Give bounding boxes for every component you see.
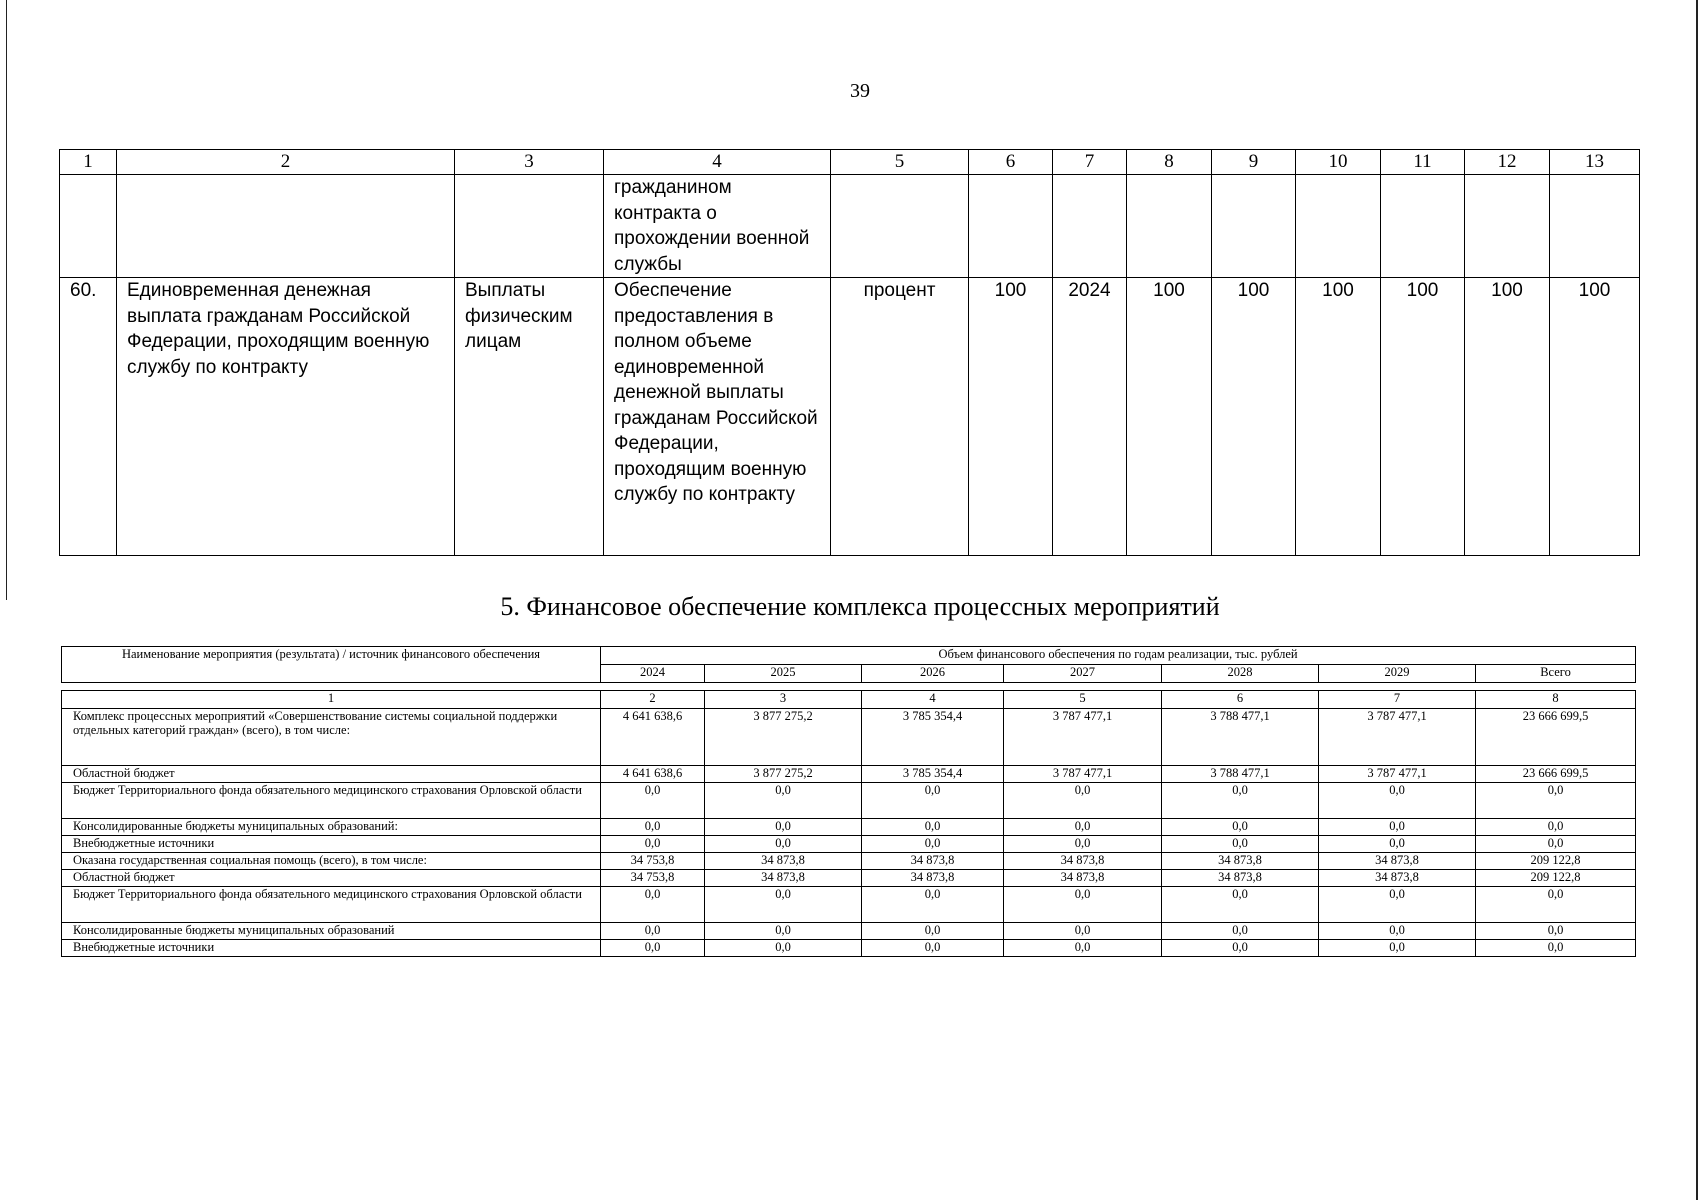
column-number-3: 3 xyxy=(455,150,604,175)
value-cell: 34 873,8 xyxy=(705,853,862,870)
value-cell: 0,0 xyxy=(601,783,705,819)
value-cell: 3 787 477,1 xyxy=(1004,709,1162,766)
value-cell: 34 873,8 xyxy=(1004,870,1162,887)
finance-volume-header: Объем финансового обеспечения по годам реализации, тыс. рублей xyxy=(601,647,1636,665)
value-cell: 34 873,8 xyxy=(1319,853,1476,870)
table-cell xyxy=(117,175,455,278)
table-cell: 2024 xyxy=(1053,278,1127,556)
row-name: Внебюджетные источники xyxy=(62,836,601,853)
value-cell: 34 753,8 xyxy=(601,853,705,870)
value-cell: 0,0 xyxy=(705,783,862,819)
value-cell: 0,0 xyxy=(1162,836,1319,853)
value-cell: 0,0 xyxy=(862,940,1004,957)
year-header: 2028 xyxy=(1162,665,1319,683)
value-cell: 0,0 xyxy=(705,887,862,923)
table-cell: 100 xyxy=(1381,278,1465,556)
value-cell: 3 788 477,1 xyxy=(1162,709,1319,766)
value-cell: 0,0 xyxy=(862,836,1004,853)
table-cell xyxy=(1053,175,1127,278)
value-cell: 0,0 xyxy=(862,819,1004,836)
value-cell: 34 753,8 xyxy=(601,870,705,887)
row-name: Комплекс процессных мероприятий «Совершенствование системы социальной поддержки отдельных категорий граждан» (всего), в том числе: xyxy=(62,709,601,766)
column-number: 8 xyxy=(1476,691,1636,709)
column-number: 2 xyxy=(601,691,705,709)
finance-column-numbers xyxy=(62,691,1636,709)
year-header: Всего xyxy=(1476,665,1636,683)
row-name: Оказана государственная социальная помощь (всего), в том числе: xyxy=(62,853,601,870)
table-cell xyxy=(831,175,969,278)
table-row xyxy=(62,923,1636,940)
table-cell: процент xyxy=(831,278,969,556)
section-title: 5. Финансовое обеспечение комплекса процессных мероприятий xyxy=(500,592,1220,621)
column-number-10: 10 xyxy=(1296,150,1381,175)
table-cell xyxy=(1296,175,1381,278)
value-cell: 0,0 xyxy=(1476,923,1636,940)
table-cell xyxy=(1127,175,1212,278)
table-cell: 60. xyxy=(60,278,117,556)
table-cell: 100 xyxy=(1550,278,1640,556)
table-cell xyxy=(455,175,604,278)
activity-table-column-numbers xyxy=(60,150,1640,175)
value-cell: 0,0 xyxy=(1162,819,1319,836)
table-cell: 100 xyxy=(1465,278,1550,556)
table-cell: 100 xyxy=(1212,278,1296,556)
column-number: 5 xyxy=(1004,691,1162,709)
value-cell: 0,0 xyxy=(1476,783,1636,819)
value-cell: 209 122,8 xyxy=(1476,870,1636,887)
column-number-5: 5 xyxy=(831,150,969,175)
row-name: Внебюджетные источники xyxy=(62,940,601,957)
table-cell: Выплаты физическим лицам xyxy=(455,278,604,556)
table-cell xyxy=(60,175,117,278)
year-header: 2024 xyxy=(601,665,705,683)
year-header: 2027 xyxy=(1004,665,1162,683)
table-cell: 100 xyxy=(969,278,1053,556)
value-cell: 0,0 xyxy=(1162,923,1319,940)
column-number: 1 xyxy=(62,691,601,709)
value-cell: 34 873,8 xyxy=(1162,870,1319,887)
value-cell: 3 787 477,1 xyxy=(1319,766,1476,783)
value-cell: 209 122,8 xyxy=(1476,853,1636,870)
column-number-6: 6 xyxy=(969,150,1053,175)
value-cell: 0,0 xyxy=(601,923,705,940)
column-number-7: 7 xyxy=(1053,150,1127,175)
value-cell: 3 785 354,4 xyxy=(862,709,1004,766)
table-cell xyxy=(1550,175,1640,278)
value-cell: 0,0 xyxy=(601,836,705,853)
value-cell: 0,0 xyxy=(705,836,862,853)
value-cell: 0,0 xyxy=(1162,887,1319,923)
value-cell: 34 873,8 xyxy=(862,870,1004,887)
table-row xyxy=(62,783,1636,819)
row-name: Консолидированные бюджеты муниципальных образований xyxy=(62,923,601,940)
column-number: 4 xyxy=(862,691,1004,709)
value-cell: 0,0 xyxy=(601,940,705,957)
value-cell: 34 873,8 xyxy=(862,853,1004,870)
table-cell xyxy=(1465,175,1550,278)
value-cell: 0,0 xyxy=(1004,783,1162,819)
value-cell: 34 873,8 xyxy=(1319,870,1476,887)
value-cell: 34 873,8 xyxy=(1162,853,1319,870)
table-row xyxy=(62,709,1636,766)
value-cell: 0,0 xyxy=(862,923,1004,940)
column-number: 7 xyxy=(1319,691,1476,709)
finance-table xyxy=(61,690,1636,957)
row-name: Бюджет Территориального фонда обязательного медицинского страхования Орловской области xyxy=(62,887,601,923)
value-cell: 3 785 354,4 xyxy=(862,766,1004,783)
column-number-12: 12 xyxy=(1465,150,1550,175)
year-header: 2029 xyxy=(1319,665,1476,683)
value-cell: 0,0 xyxy=(1319,923,1476,940)
value-cell: 0,0 xyxy=(601,887,705,923)
value-cell: 3 788 477,1 xyxy=(1162,766,1319,783)
value-cell: 0,0 xyxy=(862,887,1004,923)
activity-table-body xyxy=(60,175,1640,556)
value-cell: 23 666 699,5 xyxy=(1476,766,1636,783)
value-cell: 0,0 xyxy=(1476,887,1636,923)
value-cell: 0,0 xyxy=(705,940,862,957)
finance-table-header xyxy=(61,646,1636,683)
table-row xyxy=(60,278,1640,556)
value-cell: 0,0 xyxy=(705,819,862,836)
value-cell: 34 873,8 xyxy=(1004,853,1162,870)
value-cell: 0,0 xyxy=(1004,836,1162,853)
value-cell: 0,0 xyxy=(1319,819,1476,836)
value-cell: 4 641 638,6 xyxy=(601,766,705,783)
page-number: 39 xyxy=(850,80,870,102)
row-name: Консолидированные бюджеты муниципальных образований: xyxy=(62,819,601,836)
value-cell: 23 666 699,5 xyxy=(1476,709,1636,766)
column-number-2: 2 xyxy=(117,150,455,175)
table-cell: 100 xyxy=(1296,278,1381,556)
value-cell: 0,0 xyxy=(601,819,705,836)
table-cell: Единовременная денежная выплата гражданам Российской Федерации, проходящим военную службу по контракту xyxy=(117,278,455,556)
value-cell: 0,0 xyxy=(862,783,1004,819)
value-cell: 0,0 xyxy=(1004,923,1162,940)
column-number-8: 8 xyxy=(1127,150,1212,175)
value-cell: 34 873,8 xyxy=(705,870,862,887)
value-cell: 0,0 xyxy=(1004,887,1162,923)
row-name: Бюджет Территориального фонда обязательного медицинского страхования Орловской области xyxy=(62,783,601,819)
column-number: 3 xyxy=(705,691,862,709)
year-header: 2025 xyxy=(705,665,862,683)
value-cell: 3 877 275,2 xyxy=(705,709,862,766)
value-cell: 0,0 xyxy=(1476,940,1636,957)
value-cell: 0,0 xyxy=(1004,940,1162,957)
table-cell xyxy=(1212,175,1296,278)
value-cell: 0,0 xyxy=(705,923,862,940)
value-cell: 0,0 xyxy=(1162,940,1319,957)
column-number: 6 xyxy=(1162,691,1319,709)
value-cell: 3 787 477,1 xyxy=(1004,766,1162,783)
table-cell xyxy=(1381,175,1465,278)
value-cell: 0,0 xyxy=(1476,819,1636,836)
activity-table xyxy=(59,149,1640,556)
table-row xyxy=(62,766,1636,783)
row-name: Областной бюджет xyxy=(62,870,601,887)
finance-name-header: Наименование мероприятия (результата) / источник финансового обеспечения xyxy=(62,647,601,683)
row-name: Областной бюджет xyxy=(62,766,601,783)
table-cell xyxy=(969,175,1053,278)
value-cell: 0,0 xyxy=(1319,783,1476,819)
finance-table-body xyxy=(62,691,1636,957)
table-row xyxy=(60,175,1640,278)
table-row xyxy=(62,940,1636,957)
value-cell: 0,0 xyxy=(1476,836,1636,853)
year-header: 2026 xyxy=(862,665,1004,683)
table-cell: Обеспечение предоставления в полном объеме единовременной денежной выплаты гражданам Российской Федерации, проходящим военную службу по контракту xyxy=(604,278,831,556)
value-cell: 0,0 xyxy=(1319,836,1476,853)
value-cell: 4 641 638,6 xyxy=(601,709,705,766)
value-cell: 0,0 xyxy=(1004,819,1162,836)
value-cell: 0,0 xyxy=(1319,887,1476,923)
table-cell: гражданином контракта о прохождении военной службы xyxy=(604,175,831,278)
table-row xyxy=(62,853,1636,870)
value-cell: 0,0 xyxy=(1162,783,1319,819)
column-number-1: 1 xyxy=(60,150,117,175)
column-number-13: 13 xyxy=(1550,150,1640,175)
value-cell: 3 787 477,1 xyxy=(1319,709,1476,766)
table-row xyxy=(62,836,1636,853)
column-number-9: 9 xyxy=(1212,150,1296,175)
value-cell: 0,0 xyxy=(1319,940,1476,957)
table-row xyxy=(62,870,1636,887)
table-row xyxy=(62,819,1636,836)
table-cell: 100 xyxy=(1127,278,1212,556)
table-row xyxy=(62,887,1636,923)
column-number-4: 4 xyxy=(604,150,831,175)
value-cell: 3 877 275,2 xyxy=(705,766,862,783)
column-number-11: 11 xyxy=(1381,150,1465,175)
